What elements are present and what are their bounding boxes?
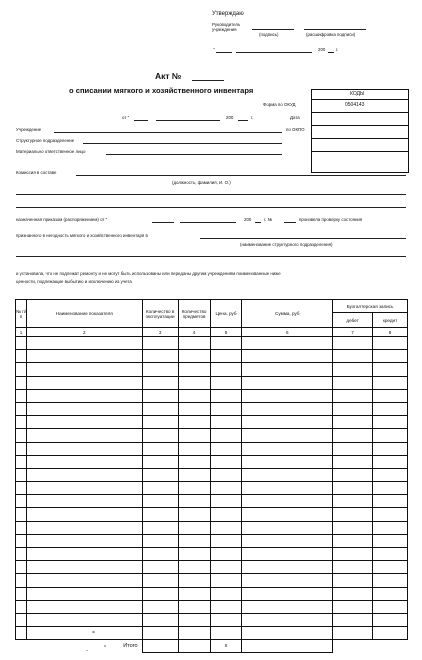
table-cell[interactable]	[26, 548, 142, 561]
order-text: назначенная приказом (распоряжением) от "	[16, 217, 108, 222]
table-cell[interactable]	[26, 350, 142, 363]
table-cell[interactable]	[178, 455, 210, 468]
decoding-line[interactable]	[304, 29, 366, 30]
table-row	[16, 455, 408, 468]
table-cell[interactable]	[333, 442, 373, 455]
table-cell[interactable]	[26, 402, 142, 415]
table-row	[16, 600, 408, 613]
table-row	[16, 376, 408, 389]
table-cell[interactable]	[373, 429, 408, 442]
table-cell[interactable]	[178, 482, 210, 495]
table-cell[interactable]	[26, 574, 142, 587]
table-cell[interactable]	[178, 429, 210, 442]
table-cell[interactable]	[333, 376, 373, 389]
table-cell[interactable]	[210, 508, 242, 521]
table-cell[interactable]	[373, 468, 408, 481]
order-year-suffix: г. №	[264, 217, 273, 222]
table-cell[interactable]	[178, 442, 210, 455]
table-cell[interactable]	[178, 350, 210, 363]
scan-speck	[86, 650, 88, 651]
table-cell[interactable]	[26, 495, 142, 508]
table-row	[16, 482, 408, 495]
table-row	[16, 508, 408, 521]
table-cell[interactable]	[242, 389, 333, 402]
table-cell[interactable]	[26, 587, 142, 600]
table-cell[interactable]	[16, 561, 27, 574]
table-cell[interactable]	[26, 600, 142, 613]
table-cell[interactable]	[16, 350, 27, 363]
table-cell[interactable]	[333, 389, 373, 402]
table-cell[interactable]	[16, 455, 27, 468]
table-cell[interactable]	[242, 548, 333, 561]
table-cell[interactable]	[373, 389, 408, 402]
table-row	[16, 495, 408, 508]
codes-header: КОДЫ	[350, 91, 365, 97]
table-cell[interactable]	[142, 455, 178, 468]
scan-speck	[104, 645, 106, 647]
table-cell[interactable]	[210, 548, 242, 561]
table-cell[interactable]	[16, 600, 27, 613]
table-cell[interactable]	[242, 627, 333, 640]
order-number-line[interactable]	[284, 222, 296, 223]
table-cell[interactable]	[210, 561, 242, 574]
responsible-label: Материально ответственное лицо	[16, 149, 86, 154]
table-cell[interactable]	[210, 534, 242, 547]
scan-speck	[92, 631, 95, 633]
commission-field[interactable]	[76, 175, 406, 176]
col-number: 1	[16, 328, 27, 337]
table-cell[interactable]	[16, 521, 27, 534]
table-cell[interactable]	[210, 416, 242, 429]
institution-label: Учреждение	[16, 127, 42, 132]
table-cell[interactable]	[16, 389, 27, 402]
table-row	[16, 627, 408, 640]
table-cell[interactable]	[142, 402, 178, 415]
commission-field-3[interactable]	[16, 207, 406, 208]
table-cell[interactable]	[333, 337, 373, 350]
table-cell[interactable]	[373, 508, 408, 521]
order-day-line[interactable]	[152, 222, 174, 223]
table-cell[interactable]	[26, 455, 142, 468]
table-cell[interactable]	[26, 468, 142, 481]
table-cell[interactable]	[333, 627, 373, 640]
table-cell[interactable]	[373, 350, 408, 363]
table-cell[interactable]	[242, 561, 333, 574]
table-cell[interactable]	[210, 376, 242, 389]
act-title: Акт №	[155, 71, 182, 81]
table-cell[interactable]	[142, 508, 178, 521]
table-cell[interactable]	[333, 350, 373, 363]
table-cell[interactable]	[242, 521, 333, 534]
table-cell[interactable]	[333, 402, 373, 415]
order-month-line[interactable]	[180, 222, 236, 223]
order-tail: произвела проверку состояния	[299, 217, 363, 222]
table-cell[interactable]	[210, 468, 242, 481]
table-cell[interactable]	[210, 495, 242, 508]
table-cell[interactable]	[333, 508, 373, 521]
table-row	[16, 442, 408, 455]
table-row	[16, 389, 408, 402]
table-cell[interactable]	[26, 389, 142, 402]
total-spacer	[16, 640, 27, 653]
table-cell[interactable]	[16, 376, 27, 389]
approval-day-line[interactable]	[216, 52, 232, 53]
table-cell[interactable]	[16, 482, 27, 495]
table-cell[interactable]	[178, 495, 210, 508]
table-cell[interactable]	[16, 574, 27, 587]
table-cell[interactable]	[16, 495, 27, 508]
table-cell[interactable]	[178, 613, 210, 626]
table-cell[interactable]	[373, 548, 408, 561]
table-cell[interactable]	[210, 627, 242, 640]
table-cell[interactable]	[333, 587, 373, 600]
table-cell[interactable]	[373, 627, 408, 640]
table-cell[interactable]	[242, 468, 333, 481]
table-cell[interactable]	[210, 482, 242, 495]
table-cell[interactable]	[242, 495, 333, 508]
table-cell[interactable]	[142, 521, 178, 534]
act-number-line[interactable]	[192, 80, 224, 81]
table-cell[interactable]	[16, 402, 27, 415]
institution-field[interactable]	[54, 132, 282, 133]
table-row	[16, 402, 408, 415]
total-label: Итого	[123, 643, 138, 650]
table-cell[interactable]	[178, 389, 210, 402]
table-cell[interactable]	[373, 442, 408, 455]
act-year-line[interactable]	[238, 120, 248, 121]
table-cell[interactable]	[178, 600, 210, 613]
table-cell[interactable]	[16, 442, 27, 455]
table-cell[interactable]	[242, 455, 333, 468]
table-cell[interactable]	[16, 363, 27, 376]
table-cell[interactable]	[142, 350, 178, 363]
col-number: 7	[333, 328, 373, 337]
table-cell[interactable]	[373, 416, 408, 429]
total-price-mark: х	[210, 640, 242, 653]
total-qty-use[interactable]	[142, 640, 178, 653]
division-label: Структурное подразделение	[16, 138, 75, 143]
col-number: 5	[210, 328, 242, 337]
table-cell[interactable]	[142, 600, 178, 613]
total-sum[interactable]	[242, 640, 333, 653]
table-cell[interactable]	[16, 548, 27, 561]
col-accounting-header: Бухгалтерская запись	[333, 300, 408, 313]
table-cell[interactable]	[210, 337, 242, 350]
table-cell[interactable]	[178, 416, 210, 429]
table-cell[interactable]	[142, 416, 178, 429]
table-row	[16, 587, 408, 600]
table-cell[interactable]	[242, 613, 333, 626]
table-cell[interactable]	[142, 468, 178, 481]
signature-line[interactable]	[252, 29, 294, 30]
table-cell[interactable]	[16, 468, 27, 481]
table-row	[16, 561, 408, 574]
table-cell[interactable]	[373, 455, 408, 468]
table-cell[interactable]	[373, 613, 408, 626]
form-code: 0504143	[345, 102, 365, 108]
table-cell[interactable]	[333, 600, 373, 613]
table-cell[interactable]	[142, 495, 178, 508]
col-qty-use-header: Количество в эксплуатации	[142, 300, 178, 328]
col-qty-write-header: Количество предметов	[178, 300, 210, 328]
col-number: 6	[242, 328, 333, 337]
total-spacer	[333, 640, 373, 653]
table-row	[16, 534, 408, 547]
table-cell[interactable]	[178, 548, 210, 561]
table-cell[interactable]	[373, 587, 408, 600]
table-cell[interactable]	[242, 574, 333, 587]
division-name-field[interactable]	[200, 238, 406, 239]
table-cell[interactable]	[373, 495, 408, 508]
table-cell[interactable]	[26, 363, 142, 376]
table-cell[interactable]	[373, 561, 408, 574]
approval-date-quote: "	[213, 47, 215, 52]
act-subtitle: о списании мягкого и хозяйственного инвентаря	[69, 86, 254, 95]
table-cell[interactable]	[210, 389, 242, 402]
table-cell[interactable]	[142, 429, 178, 442]
col-number: 2	[26, 328, 142, 337]
act-day-line[interactable]	[134, 120, 148, 121]
table-row	[16, 429, 408, 442]
table-cell[interactable]	[26, 534, 142, 547]
table-cell[interactable]	[16, 416, 27, 429]
table-row	[16, 350, 408, 363]
table-cell[interactable]	[373, 402, 408, 415]
act-year: 200	[226, 115, 234, 120]
order-year: 200	[244, 217, 252, 222]
col-credit-header: кредит	[373, 313, 408, 328]
table-cell[interactable]	[242, 587, 333, 600]
responsible-field[interactable]	[106, 154, 282, 155]
established-text: и установила, что не подлежат ремонту и не могут быть использованы или переданы другим учреждениям поименованные ниже	[16, 271, 281, 276]
table-cell[interactable]	[242, 416, 333, 429]
col-price-header: Цена, руб	[210, 300, 242, 328]
table-cell[interactable]	[26, 561, 142, 574]
signature-label: (подпись)	[259, 32, 279, 37]
table-row	[16, 416, 408, 429]
total-spacer	[373, 640, 408, 653]
table-cell[interactable]	[16, 613, 27, 626]
table-cell[interactable]	[142, 548, 178, 561]
table-cell[interactable]	[26, 416, 142, 429]
table-row	[16, 548, 408, 561]
division-hint: (наименование структурного подразделения)	[240, 242, 333, 247]
table-cell[interactable]	[178, 534, 210, 547]
table-cell[interactable]	[242, 350, 333, 363]
table-cell[interactable]	[373, 363, 408, 376]
okpo-label: по ОКПО	[286, 127, 305, 132]
table-cell[interactable]	[178, 508, 210, 521]
col-no-header: № п/п	[16, 300, 27, 328]
table-cell[interactable]	[178, 587, 210, 600]
table-cell[interactable]	[333, 363, 373, 376]
table-cell[interactable]	[16, 337, 27, 350]
table-row	[16, 468, 408, 481]
table-cell[interactable]	[26, 337, 142, 350]
table-cell[interactable]	[373, 482, 408, 495]
table-cell[interactable]	[142, 534, 178, 547]
table-cell[interactable]	[178, 376, 210, 389]
table-cell[interactable]	[373, 574, 408, 587]
col-name-header: Наименование показателя	[26, 300, 142, 328]
commission-field-2[interactable]	[16, 194, 406, 195]
table-cell[interactable]	[373, 337, 408, 350]
decoding-label: (расшифровка подписи)	[306, 32, 356, 37]
head-label: Руководитель учреждения	[212, 22, 241, 32]
table-cell[interactable]	[210, 429, 242, 442]
table-cell[interactable]	[142, 442, 178, 455]
table-cell[interactable]	[333, 416, 373, 429]
table-cell[interactable]	[242, 337, 333, 350]
table-cell[interactable]	[210, 587, 242, 600]
col-sum-header: Сумма, руб	[242, 300, 333, 328]
table-row	[16, 613, 408, 626]
table-cell[interactable]	[210, 402, 242, 415]
table-cell[interactable]	[142, 389, 178, 402]
table-cell[interactable]	[26, 508, 142, 521]
date-label: Дата	[290, 115, 300, 120]
table-cell[interactable]	[242, 363, 333, 376]
table-cell[interactable]	[242, 376, 333, 389]
table-cell[interactable]	[373, 376, 408, 389]
items-text: признанного в негодность мягкого и хозяйственного инвентаря в	[16, 233, 148, 238]
table-cell[interactable]	[16, 627, 27, 640]
table-cell[interactable]	[333, 534, 373, 547]
act-year-suffix: г.	[251, 115, 254, 120]
table-row	[16, 363, 408, 376]
table-cell[interactable]	[373, 521, 408, 534]
table-cell[interactable]	[16, 534, 27, 547]
table-cell[interactable]	[333, 495, 373, 508]
approval-year-suffix: г.	[336, 47, 339, 52]
table-cell[interactable]	[142, 574, 178, 587]
table-cell[interactable]	[210, 521, 242, 534]
table-cell[interactable]	[178, 627, 210, 640]
table-cell[interactable]	[210, 442, 242, 455]
table-cell[interactable]	[333, 455, 373, 468]
table-cell[interactable]	[142, 376, 178, 389]
form-label: Форма по ОКУД	[263, 102, 296, 107]
table-cell[interactable]	[16, 508, 27, 521]
table-cell[interactable]	[26, 429, 142, 442]
table-cell[interactable]	[142, 587, 178, 600]
division-field[interactable]	[83, 143, 282, 144]
table-cell[interactable]	[142, 561, 178, 574]
table-cell[interactable]	[142, 627, 178, 640]
established-text-2: ценности, подлежащие выбытию и исключению из учета	[16, 279, 132, 284]
table-cell[interactable]	[242, 508, 333, 521]
table-cell[interactable]	[242, 600, 333, 613]
table-cell[interactable]	[210, 613, 242, 626]
table-cell[interactable]	[242, 534, 333, 547]
col-number: 3	[142, 328, 178, 337]
approval-month-line[interactable]	[236, 52, 312, 53]
table-cell[interactable]	[210, 363, 242, 376]
approval-year-line[interactable]	[328, 52, 334, 53]
codes-box	[311, 89, 409, 173]
table-cell[interactable]	[16, 587, 27, 600]
order-year-line[interactable]	[255, 222, 261, 223]
table-cell[interactable]	[333, 482, 373, 495]
table-cell[interactable]	[178, 468, 210, 481]
act-month-line[interactable]	[156, 120, 220, 121]
table-cell[interactable]	[26, 627, 142, 640]
division-name-field-2[interactable]	[16, 256, 406, 257]
table-cell[interactable]	[333, 521, 373, 534]
table-cell[interactable]	[26, 482, 142, 495]
table-cell[interactable]	[333, 561, 373, 574]
inventory-table	[15, 299, 408, 653]
table-cell[interactable]	[178, 363, 210, 376]
table-row	[16, 521, 408, 534]
table-row	[16, 337, 408, 350]
table-cell[interactable]	[373, 534, 408, 547]
table-cell[interactable]	[333, 429, 373, 442]
table-cell[interactable]	[373, 600, 408, 613]
table-cell[interactable]	[178, 337, 210, 350]
table-cell[interactable]	[333, 468, 373, 481]
total-qty-write[interactable]	[178, 640, 210, 653]
table-cell[interactable]	[210, 455, 242, 468]
table-cell[interactable]	[26, 613, 142, 626]
table-cell[interactable]	[178, 561, 210, 574]
approval-title: Утверждаю	[212, 11, 244, 17]
table-cell[interactable]	[16, 429, 27, 442]
table-row	[16, 574, 408, 587]
table-cell[interactable]	[142, 482, 178, 495]
table-cell[interactable]	[242, 442, 333, 455]
table-cell[interactable]	[26, 376, 142, 389]
table-cell[interactable]	[333, 548, 373, 561]
act-from-label: от "	[122, 115, 130, 120]
table-cell[interactable]	[178, 574, 210, 587]
table-cell[interactable]	[142, 613, 178, 626]
table-cell[interactable]	[178, 402, 210, 415]
table-cell[interactable]	[242, 429, 333, 442]
col-debit-header: дебет	[333, 313, 373, 328]
table-cell[interactable]	[142, 363, 178, 376]
table-cell[interactable]	[26, 521, 142, 534]
table-cell[interactable]	[210, 574, 242, 587]
table-cell[interactable]	[178, 521, 210, 534]
table-cell[interactable]	[210, 350, 242, 363]
table-cell[interactable]	[242, 402, 333, 415]
table-cell[interactable]	[242, 482, 333, 495]
table-cell[interactable]	[333, 574, 373, 587]
approval-year: 200	[318, 47, 326, 52]
table-cell[interactable]	[333, 613, 373, 626]
commission-hint: (должность, фамилия, И. О.)	[172, 180, 231, 185]
table-cell[interactable]	[26, 442, 142, 455]
commission-label: Комиссия в составе	[16, 170, 57, 175]
table-cell[interactable]	[142, 337, 178, 350]
col-number: 8	[373, 328, 408, 337]
table-cell[interactable]	[210, 600, 242, 613]
col-number: 4	[178, 328, 210, 337]
